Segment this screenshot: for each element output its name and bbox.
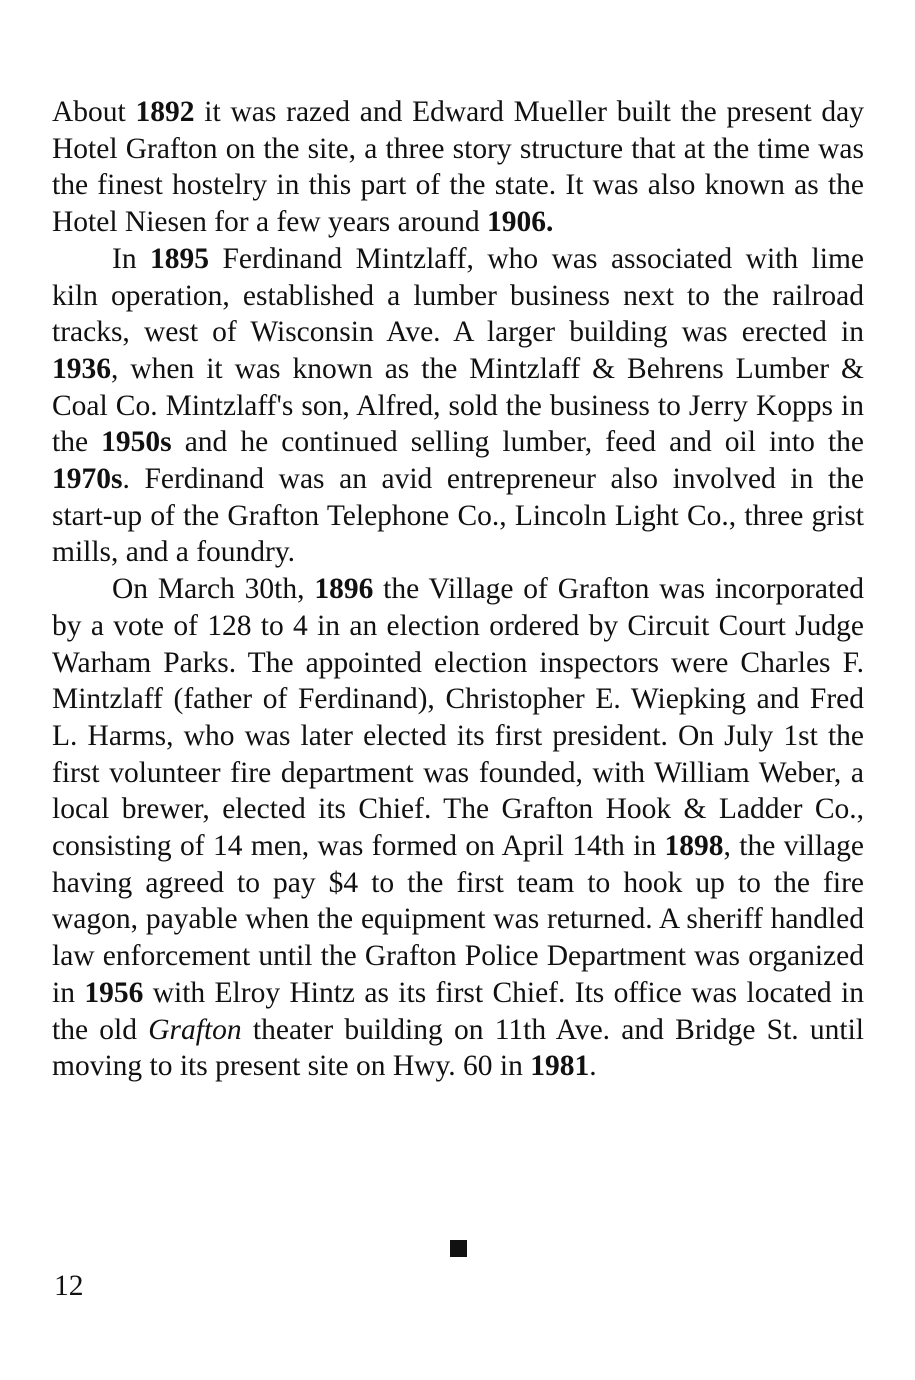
paragraph-mintzlaff-lumber — [52, 241, 864, 571]
bold-text-run: 1896 — [314, 573, 374, 606]
text-run: the Village of Grafton was incorporated by a vote of 128 to 4 in an election ordered by Circuit Court Judge Warham Parks. The appointed election inspectors were Charles F. Mintzlaff (father of Ferdinand), Christopher E. Wiepking and Fred L. Harms, who was later elected its first president. On July 1st the first volunteer fire department was founded, with William Weber, a local brewer, elected its Chief. The Grafton Hook & Ladder Co., consisting of 14 men, was formed on April 14th in — [52, 573, 865, 863]
text-run: theater building on 11th Ave. and Bridge St. until moving to its present site on Hwy. 60 in — [52, 1013, 864, 1083]
text-run: with Elroy Hintz as its first Chief. Its office was located in the old — [52, 976, 864, 1046]
text-run: and he continued selling lumber, feed and oil into the — [171, 426, 864, 459]
text-run: On March 30th, — [112, 573, 315, 606]
bold-text-run: 1970s — [52, 463, 123, 496]
body-text — [52, 94, 864, 1085]
text-run: In — [112, 242, 151, 275]
bold-text-run: 1895 — [150, 242, 210, 275]
italic-text-run: Grafton — [148, 1013, 242, 1046]
text-run: About — [52, 96, 136, 128]
bold-text-run: 1898 — [664, 830, 724, 863]
text-run: . Ferdinand was an avid entrepreneur also involved in the start-up of the Grafton Telephone Co., Lincoln Light Co., three grist mills, and a foundry. — [52, 463, 864, 569]
bold-text-run: 1936 — [52, 352, 111, 385]
paragraph-village-incorporation — [52, 571, 864, 1085]
paragraph-hotel-grafton — [52, 94, 864, 241]
bold-text-run: 1956 — [84, 976, 144, 1009]
text-run: , when it was known as the Mintzlaff & Behrens Lumber & Coal Co. Mintzlaff's son, Alfred, sold the business to Jerry Kopps in the — [52, 352, 864, 459]
text-run: it was razed and Edward Mueller built the present day Hotel Grafton on the site, a three story structure that at the time was the finest hostelry in this part of the state. It was also known as the Hotel Niesen for a few years around — [52, 96, 865, 239]
page-number: 12 — [54, 1270, 84, 1302]
bold-text-run: 1892 — [135, 96, 195, 128]
section-end-mark — [450, 1240, 467, 1257]
text-run: , the village having agreed to pay $4 to the first team to hook up to the fire wagon, payable when the equipment was returned. A sheriff handled law enforcement until the Grafton Police Department was organized in — [52, 830, 864, 1009]
bold-text-run: 1906. — [486, 206, 554, 239]
text-run: Ferdinand Mintzlaff, who was associated with lime kiln operation, established a lumber business next to the railroad tracks, west of Wisconsin Ave. A larger building was erected in — [52, 242, 864, 349]
bold-text-run: 1950s — [101, 426, 172, 459]
text-run: . — [589, 1050, 597, 1083]
bold-text-run: 1981 — [530, 1050, 590, 1083]
